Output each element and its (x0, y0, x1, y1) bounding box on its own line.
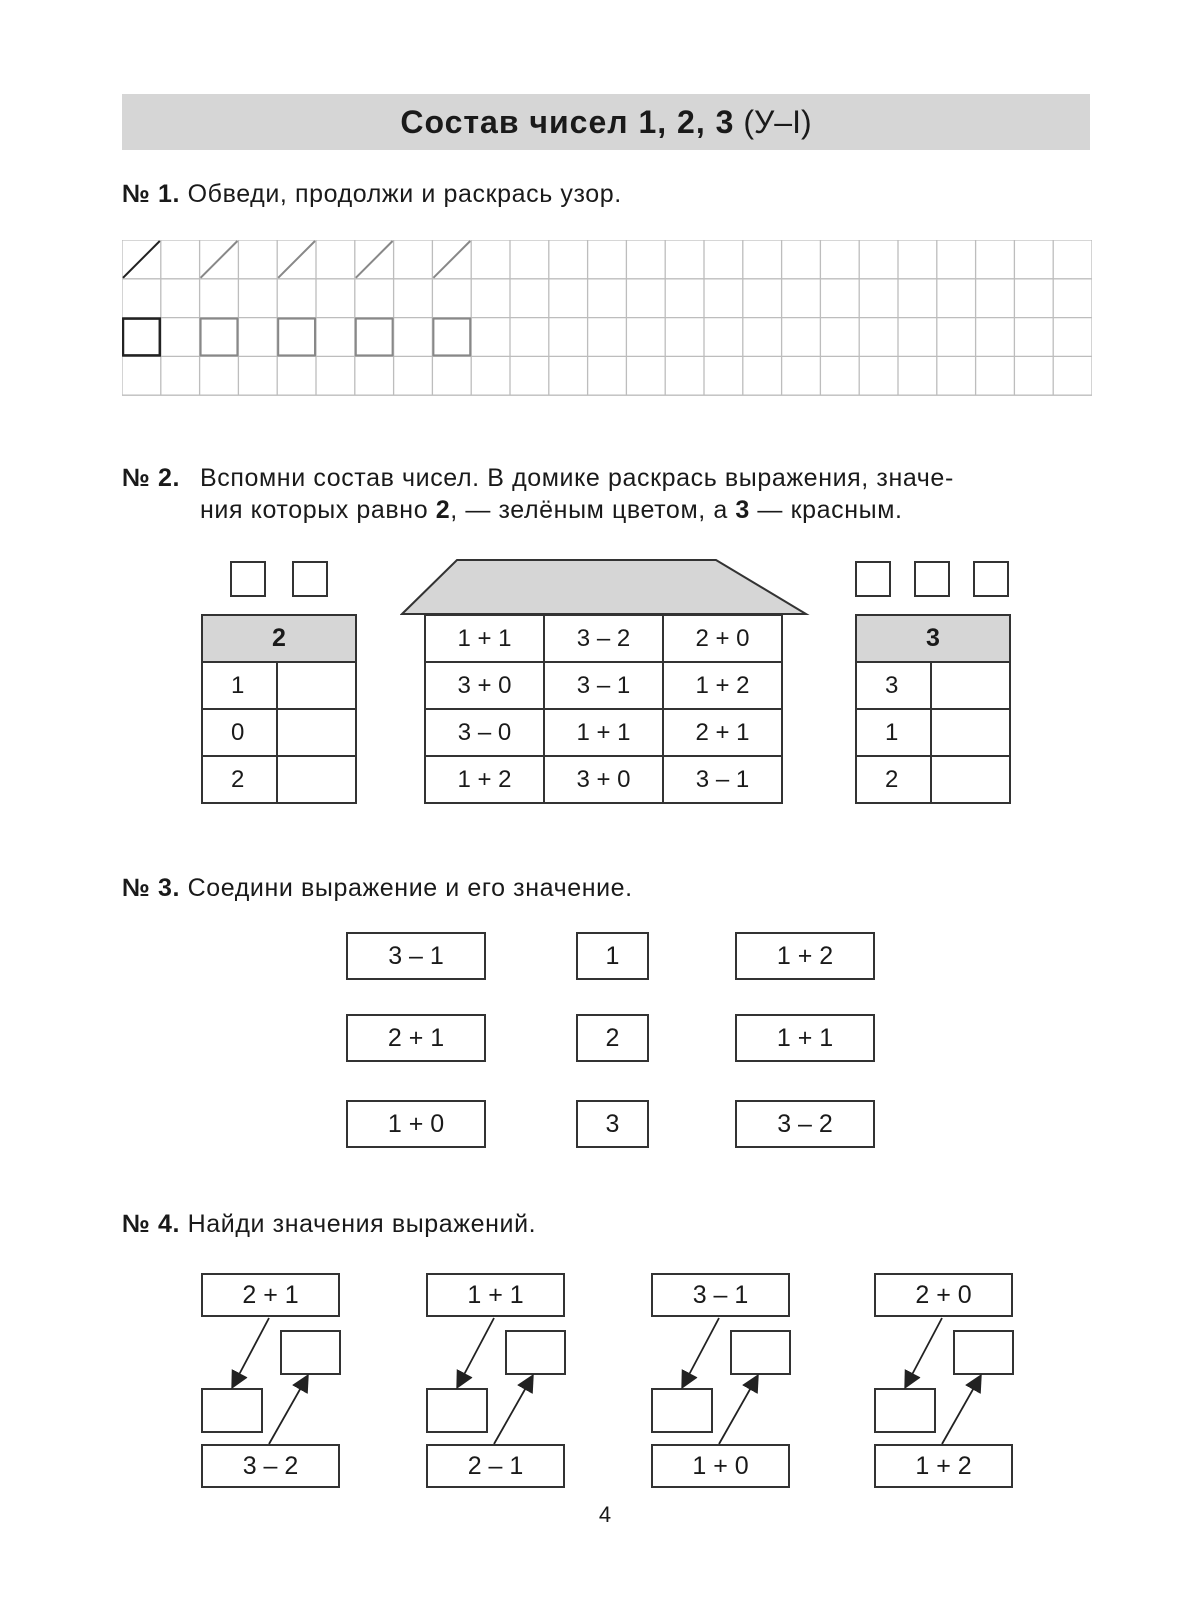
answer-cell[interactable] (931, 756, 1010, 803)
task2-number: № 2. (122, 464, 181, 492)
expression-box-top: 2 + 1 (201, 1273, 340, 1317)
value-box[interactable]: 3 (576, 1100, 649, 1148)
table-header: 3 (856, 615, 1010, 662)
pattern-diagonal (433, 241, 470, 278)
house-expression[interactable]: 2 + 0 (663, 615, 782, 662)
value-box[interactable]: 2 (576, 1014, 649, 1062)
house-roof (400, 558, 810, 616)
expression-box-bottom: 3 – 2 (201, 1444, 340, 1488)
table-value: 1 (202, 662, 277, 709)
composition-table-3 (855, 614, 1011, 804)
color-square[interactable] (973, 561, 1009, 597)
page-title (122, 94, 1090, 150)
arrow-down (906, 1318, 942, 1386)
expression-box-bottom: 1 + 2 (874, 1444, 1013, 1488)
value-box[interactable]: 1 (576, 932, 649, 980)
expression-box[interactable]: 1 + 2 (735, 932, 875, 980)
pattern-square (201, 319, 238, 356)
task2-num2: 2 (435, 496, 451, 524)
house-expression[interactable]: 3 – 1 (663, 756, 782, 803)
expression-box[interactable]: 1 + 0 (346, 1100, 486, 1148)
answer-cell[interactable] (277, 756, 356, 803)
house-expression[interactable]: 1 + 1 (544, 709, 663, 756)
task4-number: № 4. (122, 1210, 181, 1238)
pattern-square (278, 319, 315, 356)
house-expression[interactable]: 1 + 2 (425, 756, 544, 803)
composition-table-2 (201, 614, 357, 804)
table-value: 3 (856, 662, 931, 709)
house-expression[interactable]: 3 – 2 (544, 615, 663, 662)
arrow-up (942, 1377, 980, 1444)
arrow-down (233, 1318, 269, 1386)
table-value: 1 (856, 709, 931, 756)
arrow-up (494, 1377, 532, 1444)
pattern-square (433, 319, 470, 356)
arrows (874, 1315, 1014, 1450)
answer-cell[interactable] (277, 709, 356, 756)
expression-box-top: 3 – 1 (651, 1273, 790, 1317)
table-value: 2 (856, 756, 931, 803)
house-expression[interactable]: 2 + 1 (663, 709, 782, 756)
house-expression[interactable]: 3 – 1 (544, 662, 663, 709)
expression-box-top: 1 + 1 (426, 1273, 565, 1317)
task2-num3: 3 (735, 496, 750, 524)
task1-number: № 1. (122, 180, 181, 208)
pattern-diagonal (123, 241, 160, 278)
task2-line2c: , — зелёным цветом, а (450, 496, 736, 524)
title-main: Состав чисел 1, 2, 3 (400, 104, 735, 140)
answer-cell[interactable] (277, 662, 356, 709)
task3-heading (122, 872, 633, 904)
pattern-grid (122, 240, 1092, 400)
house-expression[interactable]: 1 + 1 (425, 615, 544, 662)
pattern-square (356, 319, 393, 356)
arrow-down (683, 1318, 719, 1386)
table-header: 2 (202, 615, 356, 662)
color-square[interactable] (914, 561, 950, 597)
expression-box[interactable]: 3 – 1 (346, 932, 486, 980)
arrow-up (269, 1377, 307, 1444)
task2-line2a: ния которых равно (200, 496, 436, 524)
arrow-up (719, 1377, 757, 1444)
pattern-shapes (123, 241, 470, 355)
pattern-diagonal (201, 241, 238, 278)
expression-box[interactable]: 1 + 1 (735, 1014, 875, 1062)
arrows (201, 1315, 341, 1450)
task1-heading (122, 178, 622, 210)
answer-cell[interactable] (931, 709, 1010, 756)
color-square[interactable] (230, 561, 266, 597)
house-expression[interactable]: 1 + 2 (663, 662, 782, 709)
task2-line1: Вспомни состав чисел. В домике раскрась выражения, значе- (200, 464, 954, 492)
expression-box[interactable]: 2 + 1 (346, 1014, 486, 1062)
expression-box[interactable]: 3 – 2 (735, 1100, 875, 1148)
arrows (651, 1315, 791, 1450)
house-expression[interactable]: 3 + 0 (425, 662, 544, 709)
task4-text: Найди значения выражений. (187, 1210, 537, 1238)
task4-heading (122, 1208, 536, 1240)
arrows (426, 1315, 566, 1450)
table-value: 2 (202, 756, 277, 803)
pattern-diagonal (356, 241, 393, 278)
color-square[interactable] (855, 561, 891, 597)
task3-text: Соедини выражение и его значение. (187, 874, 633, 902)
house-expression[interactable]: 3 + 0 (544, 756, 663, 803)
color-square[interactable] (292, 561, 328, 597)
expression-box-bottom: 1 + 0 (651, 1444, 790, 1488)
pattern-square (123, 319, 160, 356)
task2-line2e: — красным. (749, 496, 903, 524)
house-table (424, 614, 783, 804)
arrow-down (458, 1318, 494, 1386)
page-number: 4 (598, 1502, 612, 1527)
pattern-diagonal (278, 241, 315, 278)
answer-cell[interactable] (931, 662, 1010, 709)
expression-box-bottom: 2 – 1 (426, 1444, 565, 1488)
task1-text: Обведи, продолжи и раскрась узор. (187, 180, 622, 208)
house-expression[interactable]: 3 – 0 (425, 709, 544, 756)
task3-number: № 3. (122, 874, 181, 902)
title-suffix: (У–I) (743, 104, 812, 140)
task2-heading (122, 462, 1092, 526)
expression-box-top: 2 + 0 (874, 1273, 1013, 1317)
table-value: 0 (202, 709, 277, 756)
